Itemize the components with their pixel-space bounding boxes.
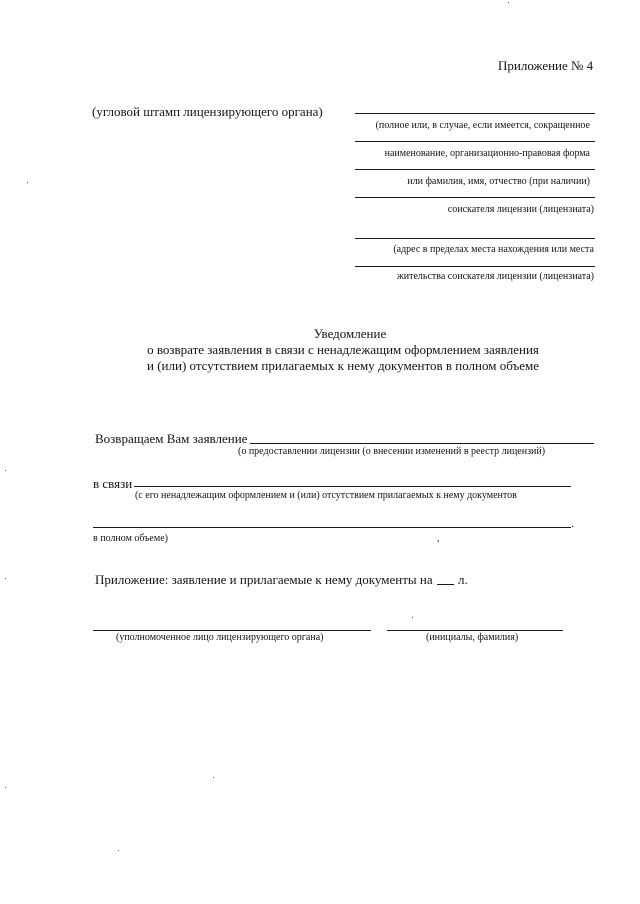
scan-speck: [118, 850, 119, 851]
scan-speck: [27, 182, 28, 183]
stray-mark: ,: [437, 533, 440, 544]
document-heading: Уведомление: [313, 326, 387, 341]
due-to-hint: (с его ненадлежащим оформлением и (или) отсутствием прилагаемых к нему документов: [135, 490, 517, 501]
document-title-line-1: о возврате заявления в связи с ненадлежащим оформлением заявления: [147, 342, 539, 357]
returning-fill-line: [250, 443, 594, 444]
official-signature-line: [93, 630, 371, 631]
stamp-label: (угловой штамп лицензирующего органа): [92, 104, 323, 119]
recipient-caption-1: (полное или, в случае, если имеется, сокращенное: [375, 120, 590, 131]
scan-speck: [5, 787, 6, 788]
due-to-text: в связи: [93, 476, 133, 491]
recipient-caption-5: (адрес в пределах места нахождения или места: [393, 244, 594, 255]
attachment-pages-line: [437, 584, 454, 585]
attachment-text: Приложение: заявление и прилагаемые к нему документы на: [95, 572, 433, 587]
name-signature-line: [387, 630, 563, 631]
recipient-caption-3: или фамилия, имя, отчество (при наличии): [407, 176, 590, 187]
scan-speck: [412, 617, 413, 618]
name-label: (инициалы, фамилия): [426, 632, 519, 643]
continuation-fill-line: [93, 527, 571, 528]
official-label: (уполномоченное лицо лицензирующего органа): [116, 632, 324, 643]
recipient-caption-2: наименование, организационно-правовая форма: [384, 148, 590, 159]
recipient-line-2: [355, 141, 595, 142]
full-volume-text: в полном объеме): [93, 533, 168, 544]
attachment-suffix: л.: [458, 572, 468, 587]
recipient-line-4: [355, 197, 595, 198]
recipient-line-1: [355, 113, 595, 114]
scan-speck: [5, 470, 6, 471]
recipient-caption-4: соискателя лицензии (лицензиата): [447, 204, 594, 215]
recipient-line-6: [355, 266, 595, 267]
recipient-line-3: [355, 169, 595, 170]
scan-speck: [508, 2, 509, 3]
appendix-number: Приложение № 4: [498, 58, 594, 73]
due-to-fill-line: [134, 486, 571, 487]
scan-speck: [5, 578, 6, 579]
returning-text: Возвращаем Вам заявление: [95, 431, 248, 446]
recipient-caption-6: жительства соискателя лицензии (лицензиата): [396, 271, 594, 282]
recipient-line-5: [355, 238, 595, 239]
continuation-period: .: [571, 516, 574, 530]
returning-hint: (о предоставлении лицензии (о внесении изменений в реестр лицензий): [238, 446, 546, 457]
document-title-line-2: и (или) отсутствием прилагаемых к нему документов в полном объеме: [147, 358, 539, 373]
scan-speck: [213, 777, 214, 778]
